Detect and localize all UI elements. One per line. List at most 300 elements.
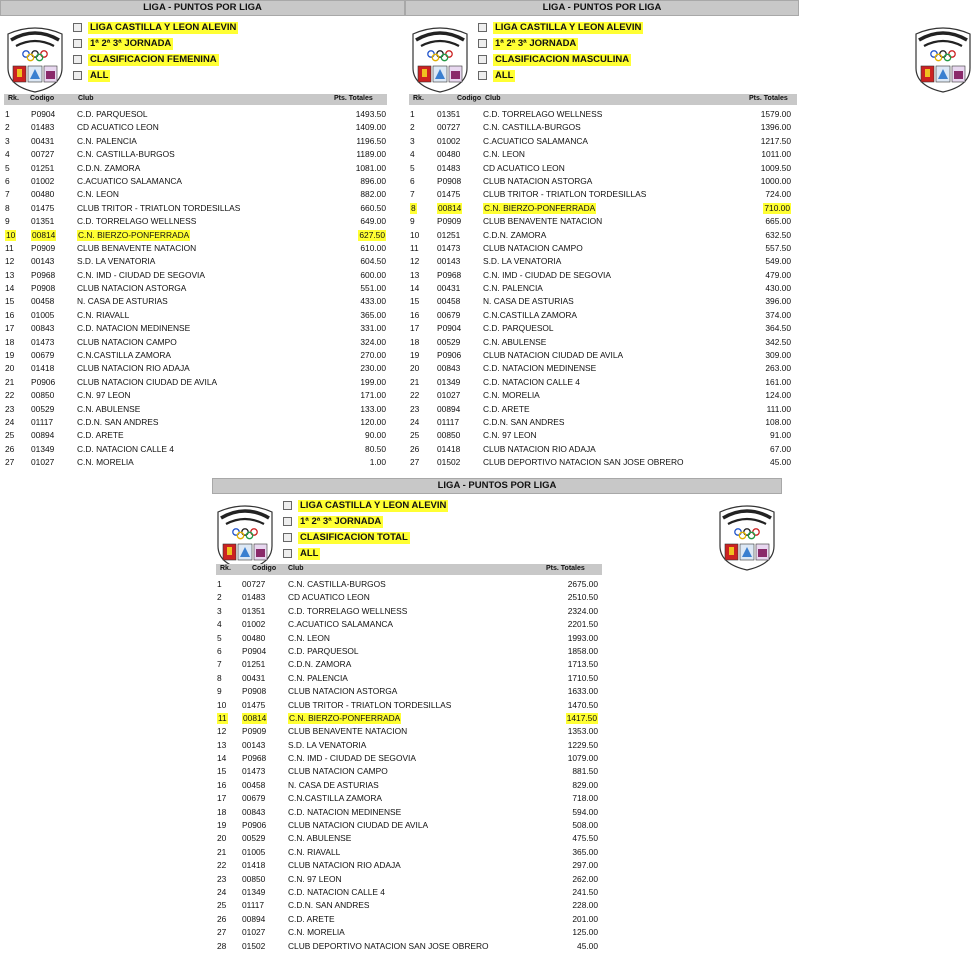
cell-rank: 5 [410, 162, 415, 173]
cell-code: 00431 [31, 135, 55, 146]
cell-code: 00431 [242, 672, 266, 683]
cell-points: 627.50 [359, 229, 385, 240]
cell-points: 90.00 [365, 430, 386, 441]
cell-code: 01475 [437, 189, 461, 200]
cell-rank: 25 [410, 430, 420, 441]
cell-club: C.N. MORELIA [288, 927, 345, 938]
cell-club: C.N. ABULENSE [483, 336, 547, 347]
filter-classification[interactable]: CLASIFICACION TOTAL [283, 530, 448, 545]
cell-points: 365.00 [360, 309, 386, 320]
cell-rank: 10 [217, 699, 227, 710]
table-row [0, 121, 390, 134]
filter-options [73, 20, 238, 84]
cell-club: C.N. PALENCIA [77, 135, 137, 146]
table-row [405, 349, 797, 362]
cell-rank: 27 [5, 457, 15, 468]
filter-classification[interactable]: CLASIFICACION FEMENINA [73, 52, 238, 67]
col-rank: Rk. [220, 565, 231, 572]
table-row [212, 591, 604, 604]
table-row [0, 255, 390, 268]
table-row [405, 295, 797, 308]
cell-rank: 24 [5, 416, 15, 427]
cell-code: 01483 [31, 122, 55, 133]
cell-club: C.D. NATACION MEDINENSE [288, 806, 402, 817]
table-row [0, 349, 390, 362]
table-row [405, 429, 797, 442]
table-row [212, 873, 604, 886]
cell-club: C.N. RIAVALL [288, 846, 341, 857]
table-row [405, 309, 797, 322]
cell-rank: 20 [5, 363, 15, 374]
cell-points: 1000.00 [760, 175, 791, 186]
table-row [0, 416, 390, 429]
cell-points: 365.00 [572, 846, 598, 857]
filter-all[interactable]: ALL [73, 68, 238, 83]
cell-code: 00143 [242, 739, 266, 750]
cell-code: 01002 [437, 135, 461, 146]
cell-code: 01475 [31, 202, 55, 213]
cell-code: 00480 [242, 632, 266, 643]
ranking-table [405, 108, 797, 470]
table-row [405, 242, 797, 255]
cell-points: 1858.00 [567, 645, 598, 656]
table-row [212, 792, 604, 805]
col-code: Codigo [457, 95, 482, 102]
cell-club: CLUB TRITOR - TRIATLON TORDESILLAS [483, 189, 647, 200]
cell-points: 331.00 [360, 323, 386, 334]
table-row [405, 162, 797, 175]
table-row [212, 819, 604, 832]
cell-points: 433.00 [360, 296, 386, 307]
checkbox-icon[interactable] [73, 55, 82, 64]
col-points: Pts. Totales [749, 95, 788, 102]
cell-rank: 14 [5, 283, 15, 294]
cell-points: 829.00 [572, 779, 598, 790]
cell-club: CD ACUATICO LEON [483, 162, 565, 173]
table-row [0, 175, 390, 188]
table-row [0, 443, 390, 456]
cell-rank: 19 [217, 820, 227, 831]
table-row [0, 229, 390, 242]
table-row [405, 282, 797, 295]
table-row [212, 806, 604, 819]
cell-code: 00143 [31, 256, 55, 267]
cell-points: 241.50 [572, 886, 598, 897]
cell-rank: 1 [5, 109, 10, 119]
cell-club: C.N. IMD - CIUDAD DE SEGOVIA [483, 269, 611, 280]
cell-points: 1011.00 [761, 149, 791, 160]
cell-club: C.N. BIERZO-PONFERRADA [484, 202, 596, 213]
cell-rank: 9 [5, 216, 10, 227]
filter-jornada[interactable]: 1ª 2ª 3ª JORNADA [478, 36, 643, 51]
cell-club: CD ACUATICO LEON [77, 122, 159, 133]
cell-rank: 2 [217, 592, 222, 603]
cell-club: C.D. NATACION CALLE 4 [483, 376, 580, 387]
table-row [405, 362, 797, 375]
cell-code: 00814 [32, 229, 56, 240]
cell-points: 710.00 [764, 202, 790, 213]
table-row [212, 645, 604, 658]
table-row [0, 242, 390, 255]
ranking-panel-masculina [405, 0, 980, 468]
cell-points: 342.50 [765, 336, 791, 347]
cell-code: 01418 [242, 860, 266, 871]
table-row [405, 403, 797, 416]
cell-rank: 10 [6, 229, 16, 240]
table-row [0, 456, 390, 469]
cell-rank: 24 [410, 416, 420, 427]
cell-club: C.D.N. ZAMORA [483, 229, 547, 240]
cell-code: 01351 [437, 109, 461, 119]
table-row [405, 108, 797, 121]
cell-rank: 2 [410, 122, 415, 133]
cell-club: C.D. PARQUESOL [288, 645, 359, 656]
cell-points: 120.00 [360, 416, 386, 427]
cell-points: 632.50 [765, 229, 791, 240]
cell-club: CLUB NATACION ASTORGA [288, 686, 398, 697]
cell-club: C.D. NATACION MEDINENSE [483, 363, 597, 374]
table-row [212, 846, 604, 859]
federation-crest-icon [714, 502, 780, 572]
cell-club: C.N. IMD - CIUDAD DE SEGOVIA [77, 269, 205, 280]
cell-points: 1353.00 [567, 726, 598, 737]
table-row [0, 188, 390, 201]
table-row [0, 376, 390, 389]
panel-header [405, 16, 980, 94]
filter-jornada[interactable]: 1ª 2ª 3ª JORNADA [73, 36, 238, 51]
cell-code: 00894 [437, 403, 461, 414]
cell-club: C.D. PARQUESOL [77, 109, 148, 119]
cell-rank: 16 [410, 309, 420, 320]
cell-points: 199.00 [360, 376, 386, 387]
cell-code: 00529 [437, 336, 461, 347]
table-row [0, 135, 390, 148]
cell-points: 270.00 [360, 350, 386, 361]
cell-code: 00850 [437, 430, 461, 441]
cell-club: CLUB NATACION CAMPO [483, 242, 583, 253]
cell-points: 2510.50 [567, 592, 598, 603]
cell-rank: 4 [410, 149, 415, 160]
cell-rank: 21 [217, 846, 227, 857]
cell-points: 262.00 [572, 873, 598, 884]
table-row [212, 832, 604, 845]
cell-rank: 19 [5, 350, 15, 361]
cell-points: 610.00 [360, 242, 386, 253]
cell-points: 2201.50 [567, 619, 598, 630]
checkbox-icon[interactable] [283, 501, 292, 510]
cell-club: CLUB NATACION RIO ADAJA [77, 363, 190, 374]
table-header [4, 94, 387, 105]
cell-code: 00850 [31, 390, 55, 401]
cell-club: CLUB BENAVENTE NATACION [288, 726, 408, 737]
cell-points: 1009.50 [760, 162, 791, 173]
cell-rank: 18 [5, 336, 15, 347]
cell-club: C.N. ABULENSE [77, 403, 141, 414]
cell-club: C.N. MORELIA [77, 457, 134, 468]
cell-rank: 16 [5, 309, 15, 320]
cell-code: 01117 [242, 900, 265, 911]
checkbox-icon[interactable] [478, 55, 487, 64]
cell-code: 00894 [242, 913, 266, 924]
cell-club: CLUB NATACION CIUDAD DE AVILA [77, 376, 218, 387]
cell-code: P0909 [242, 726, 267, 737]
cell-code: 01351 [242, 605, 266, 616]
table-row [212, 886, 604, 899]
cell-code: 01251 [242, 659, 266, 670]
cell-code: P0906 [437, 350, 462, 361]
cell-points: 45.00 [577, 940, 598, 951]
cell-code: 01027 [437, 390, 461, 401]
cell-rank: 3 [5, 135, 10, 146]
filter-all[interactable]: ALL [478, 68, 643, 83]
cell-rank: 18 [217, 806, 227, 817]
cell-code: 01502 [437, 457, 461, 468]
cell-rank: 13 [217, 739, 227, 750]
cell-rank: 11 [5, 242, 14, 253]
cell-rank: 11 [218, 712, 227, 723]
cell-code: 00727 [437, 122, 461, 133]
cell-club: C.N. ABULENSE [288, 833, 352, 844]
cell-points: 594.00 [572, 806, 598, 817]
table-row [212, 899, 604, 912]
cell-code: 00529 [31, 403, 55, 414]
cell-points: 508.00 [572, 820, 598, 831]
cell-club: C.N. LEON [77, 189, 119, 200]
checkbox-icon[interactable] [478, 39, 487, 48]
cell-rank: 1 [410, 109, 415, 119]
cell-rank: 22 [410, 390, 420, 401]
cell-rank: 23 [410, 403, 420, 414]
cell-code: 01251 [437, 229, 461, 240]
filter-league[interactable]: LIGA CASTILLA Y LEON ALEVIN [478, 20, 643, 35]
cell-code: 01418 [31, 363, 55, 374]
cell-club: CLUB NATACION ASTORGA [483, 175, 593, 186]
cell-rank: 20 [410, 363, 420, 374]
cell-club: C.D. PARQUESOL [483, 323, 554, 334]
table-row [405, 121, 797, 134]
filter-league[interactable]: LIGA CASTILLA Y LEON ALEVIN [283, 498, 448, 513]
cell-code: 01502 [242, 940, 266, 951]
table-row [0, 309, 390, 322]
cell-points: 882.00 [360, 189, 386, 200]
cell-club: C.N. IMD - CIUDAD DE SEGOVIA [288, 753, 416, 764]
cell-club: CLUB BENAVENTE NATACION [77, 242, 197, 253]
cell-code: P0908 [242, 686, 267, 697]
checkbox-icon[interactable] [73, 23, 82, 32]
table-row [212, 779, 604, 792]
filter-league[interactable]: LIGA CASTILLA Y LEON ALEVIN [73, 20, 238, 35]
cell-points: 324.00 [360, 336, 386, 347]
cell-points: 718.00 [572, 793, 598, 804]
cell-code: 01349 [242, 886, 266, 897]
table-row [405, 376, 797, 389]
table-row [212, 739, 604, 752]
panel-header [212, 494, 782, 572]
cell-code: 00431 [437, 283, 461, 294]
cell-code: 01002 [242, 619, 266, 630]
table-row [405, 229, 797, 242]
cell-points: 724.00 [765, 189, 791, 200]
cell-rank: 8 [411, 202, 416, 213]
cell-rank: 23 [5, 403, 15, 414]
cell-code: 01117 [31, 416, 54, 427]
checkbox-icon[interactable] [478, 71, 487, 80]
cell-club: CLUB TRITOR - TRIATLON TORDESILLAS [77, 202, 241, 213]
cell-club: CLUB NATACION RIO ADAJA [483, 443, 596, 454]
checkbox-icon[interactable] [73, 39, 82, 48]
cell-rank: 7 [5, 189, 10, 200]
filter-jornada[interactable]: 1ª 2ª 3ª JORNADA [283, 514, 448, 529]
cell-code: P0904 [31, 109, 56, 119]
checkbox-icon[interactable] [73, 71, 82, 80]
cell-points: 396.00 [765, 296, 791, 307]
cell-points: 896.00 [360, 175, 386, 186]
ranking-table [0, 108, 390, 470]
cell-code: 00843 [242, 806, 266, 817]
cell-points: 161.00 [765, 376, 791, 387]
table-row [212, 712, 604, 725]
cell-points: 649.00 [360, 216, 386, 227]
cell-rank: 1 [217, 579, 222, 589]
cell-code: 00894 [31, 430, 55, 441]
cell-club: C.D. ARETE [77, 430, 124, 441]
cell-rank: 15 [5, 296, 15, 307]
cell-rank: 8 [217, 672, 222, 683]
cell-club: CLUB NATACION CIUDAD DE AVILA [483, 350, 624, 361]
cell-points: 263.00 [765, 363, 791, 374]
cell-club: C.N. CASTILLA-BURGOS [483, 122, 581, 133]
table-header [409, 94, 797, 105]
cell-club: C.N.CASTILLA ZAMORA [77, 350, 172, 361]
table-row [405, 416, 797, 429]
table-row [212, 658, 604, 671]
table-row [0, 403, 390, 416]
cell-code: 01475 [242, 699, 266, 710]
cell-club: C.D. NATACION CALLE 4 [77, 443, 174, 454]
cell-club: C.N. BIERZO-PONFERRADA [78, 229, 190, 240]
checkbox-icon[interactable] [283, 533, 292, 542]
cell-points: 1633.00 [567, 686, 598, 697]
filter-classification[interactable]: CLASIFICACION MASCULINA [478, 52, 643, 67]
cell-points: 108.00 [765, 416, 791, 427]
cell-code: 01117 [437, 416, 460, 427]
cell-club: C.N. BIERZO-PONFERRADA [289, 712, 401, 723]
cell-club: C.N. CASTILLA-BURGOS [77, 149, 175, 160]
cell-club: C.D.N. ZAMORA [288, 659, 352, 670]
cell-club: N. CASA DE ASTURIAS [483, 296, 574, 307]
cell-code: P0908 [31, 283, 56, 294]
cell-code: 00843 [31, 323, 55, 334]
cell-code: 01005 [242, 846, 266, 857]
panel-title: LIGA - PUNTOS POR LIGA [0, 0, 405, 16]
table-row [212, 752, 604, 765]
cell-code: P0906 [242, 820, 267, 831]
table-row [212, 765, 604, 778]
cell-points: 1217.50 [760, 135, 791, 146]
cell-rank: 10 [410, 229, 420, 240]
col-points: Pts. Totales [546, 565, 585, 572]
checkbox-icon[interactable] [283, 549, 292, 558]
cell-rank: 17 [5, 323, 15, 334]
cell-club: CLUB NATACION ASTORGA [77, 283, 187, 294]
cell-club: C.D.N. SAN ANDRES [288, 900, 370, 911]
cell-code: 00480 [437, 149, 461, 160]
cell-code: 01483 [242, 592, 266, 603]
cell-rank: 6 [410, 175, 415, 186]
cell-points: 91.00 [770, 430, 791, 441]
cell-rank: 23 [217, 873, 227, 884]
cell-points: 1713.50 [567, 659, 598, 670]
cell-code: P0968 [31, 269, 56, 280]
table-row [405, 175, 797, 188]
cell-club: C.N. RIAVALL [77, 309, 130, 320]
cell-rank: 11 [410, 242, 419, 253]
cell-club: C.N. CASTILLA-BURGOS [288, 579, 386, 589]
cell-code: 01473 [242, 766, 266, 777]
cell-points: 80.50 [365, 443, 386, 454]
cell-points: 1079.00 [567, 753, 598, 764]
cell-points: 297.00 [572, 860, 598, 871]
cell-club: C.D. NATACION CALLE 4 [288, 886, 385, 897]
cell-club: S.D. LA VENATORIA [288, 739, 367, 750]
federation-crest-icon [2, 24, 68, 94]
cell-points: 1579.00 [760, 109, 791, 119]
cell-code: 01473 [31, 336, 55, 347]
cell-points: 228.00 [572, 900, 598, 911]
cell-club: C.D.N. SAN ANDRES [77, 416, 159, 427]
checkbox-icon[interactable] [283, 517, 292, 526]
cell-club: C.D. TORRELAGO WELLNESS [483, 109, 603, 119]
table-row [212, 578, 604, 591]
cell-points: 1.00 [369, 457, 386, 468]
cell-code: P0908 [437, 175, 462, 186]
cell-points: 430.00 [765, 283, 791, 294]
checkbox-icon[interactable] [478, 23, 487, 32]
cell-rank: 22 [217, 860, 227, 871]
cell-club: C.N. LEON [288, 632, 330, 643]
table-row [405, 255, 797, 268]
cell-rank: 15 [217, 766, 227, 777]
filter-options [478, 20, 643, 84]
cell-points: 201.00 [572, 913, 598, 924]
cell-code: 00727 [242, 579, 266, 589]
cell-points: 549.00 [765, 256, 791, 267]
cell-points: 1229.50 [567, 739, 598, 750]
panel-title: LIGA - PUNTOS POR LIGA [212, 478, 782, 494]
cell-rank: 19 [410, 350, 420, 361]
table-row [405, 269, 797, 282]
cell-code: 00850 [242, 873, 266, 884]
table-row [212, 618, 604, 631]
cell-code: 00529 [242, 833, 266, 844]
cell-rank: 8 [5, 202, 10, 213]
cell-points: 479.00 [765, 269, 791, 280]
cell-rank: 14 [410, 283, 420, 294]
filter-options [283, 498, 448, 562]
cell-code: 00480 [31, 189, 55, 200]
cell-rank: 25 [217, 900, 227, 911]
cell-code: 01483 [437, 162, 461, 173]
col-rank: Rk. [8, 95, 19, 102]
cell-points: 1993.00 [567, 632, 598, 643]
cell-club: C.D. NATACION MEDINENSE [77, 323, 191, 334]
cell-rank: 13 [410, 269, 420, 280]
cell-rank: 26 [410, 443, 420, 454]
filter-all[interactable]: ALL [283, 546, 448, 561]
cell-points: 1710.50 [567, 672, 598, 683]
table-row [405, 202, 797, 215]
table-row [0, 336, 390, 349]
